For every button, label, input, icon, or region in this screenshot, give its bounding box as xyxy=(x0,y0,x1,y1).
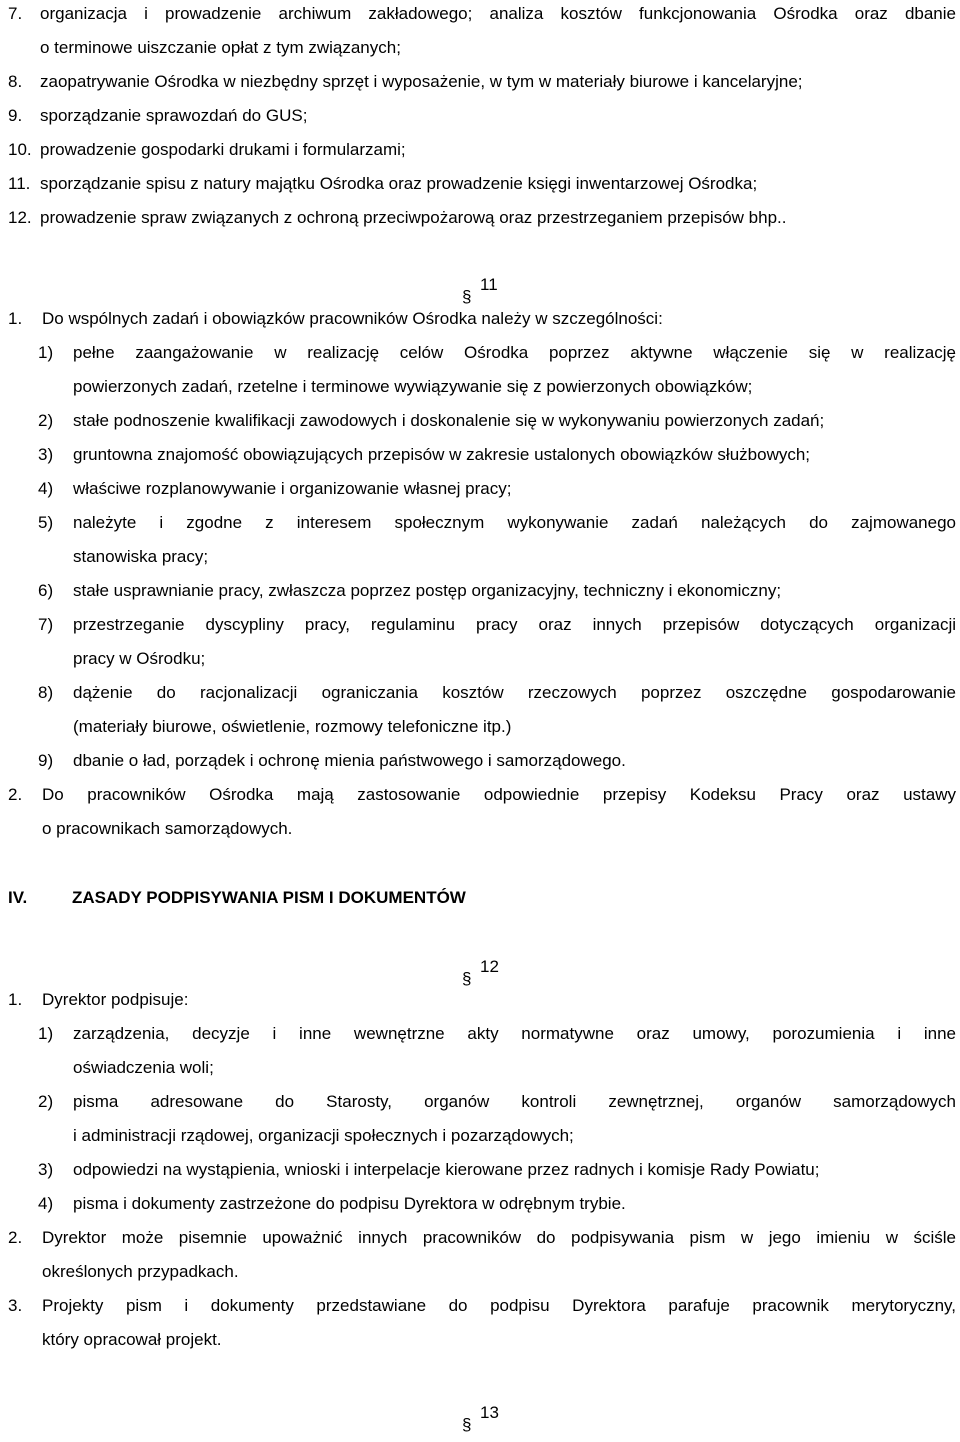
list-text: Projekty pism i dokumenty przedstawiane do podpisu Dyrektora parafuje pracownik merytoryczny, xyxy=(42,1296,956,1315)
list-text: Do pracowników Ośrodka mają zastosowanie odpowiednie przepisy Kodeksu Pracy oraz ustawy xyxy=(42,785,956,804)
sub-number: 6) xyxy=(38,581,54,600)
list-item xyxy=(0,133,960,167)
list-number: 7. xyxy=(8,4,23,23)
sub-number: 2) xyxy=(38,1092,54,1111)
sub-item-continuation xyxy=(0,710,960,744)
sub-item-continuation xyxy=(0,642,960,676)
list-text: prowadzenie gospodarki drukami i formularzami; xyxy=(40,140,406,159)
list-text: określonych przypadkach. xyxy=(42,1262,239,1281)
sub-item xyxy=(0,574,960,608)
list-number: 11. xyxy=(8,174,31,193)
sub-number: 8) xyxy=(38,683,54,702)
list-text: prowadzenie spraw związanych z ochroną przeciwpożarową oraz przestrzeganiem przepisów bhp.. xyxy=(40,208,787,227)
sub-text: stanowiska pracy; xyxy=(73,547,209,566)
sub-text: powierzonych zadań, rzetelne i terminowe wywiązywanie się z powierzonych obowiązków; xyxy=(73,377,753,396)
list-item-continuation xyxy=(0,812,960,846)
list-item xyxy=(0,99,960,133)
sub-item xyxy=(0,404,960,438)
list-number: 9. xyxy=(8,106,23,125)
list-text: o pracownikach samorządowych. xyxy=(42,819,293,838)
sub-text: stałe usprawnianie pracy, zwłaszcza poprzez postęp organizacyjny, techniczny i ekonomiczny; xyxy=(73,581,782,600)
sub-text: dążenie do racjonalizacji ograniczania kosztów rzeczowych poprzez oszczędne gospodarowanie xyxy=(73,683,956,702)
section-title: ZASADY PODPISYWANIA PISM I DOKUMENTÓW xyxy=(72,888,466,907)
sub-text: odpowiedzi na wystąpienia, wnioski i interpelacje kierowane przez radnych i komisje Rady Powiatu; xyxy=(73,1160,820,1179)
section-12 xyxy=(0,983,960,1357)
sub-text: właściwe rozplanowywanie i organizowanie własnej pracy; xyxy=(73,479,512,498)
sub-item xyxy=(0,1017,960,1051)
list-number: 12. xyxy=(8,208,32,227)
list-item xyxy=(0,65,960,99)
list-text: organizacja i prowadzenie archiwum zakładowego; analiza kosztów funkcjonowania Ośrodka oraz dbanie xyxy=(40,4,956,23)
list-item xyxy=(0,778,960,812)
sub-item xyxy=(0,1153,960,1187)
list-item xyxy=(0,302,960,336)
list-number: 3. xyxy=(8,1296,23,1315)
section-sign: § xyxy=(462,287,472,306)
sub-text: pisma adresowane do Starosty, organów kontroli zewnętrznej, organów samorządowych xyxy=(73,1092,956,1111)
sub-text: pisma i dokumenty zastrzeżone do podpisu Dyrektora w odrębnym trybie. xyxy=(73,1194,626,1213)
section-roman-numeral: IV. xyxy=(8,888,28,907)
sub-text: przestrzeganie dyscypliny pracy, regulaminu pracy oraz innych przepisów dotyczących organizacji xyxy=(73,615,956,634)
sub-text: pracy w Ośrodku; xyxy=(73,649,206,668)
sub-number: 1) xyxy=(38,343,54,362)
sub-text: pełne zaangażowanie w realizację celów Ośrodka poprzez aktywne włączenie się w realizację xyxy=(73,343,956,362)
list-item-continuation xyxy=(0,1323,960,1357)
list-item-continuation xyxy=(0,1255,960,1289)
sub-text: gruntowna znajomość obowiązujących przepisów w zakresie ustalonych obowiązków służbowych; xyxy=(73,445,811,464)
list-text: o terminowe uiszczanie opłat z tym związanych; xyxy=(40,38,401,57)
sub-text: zarządzenia, decyzje i inne wewnętrzne akty normatywne oraz umowy, porozumienia i inne xyxy=(73,1024,956,1043)
section-sign: § xyxy=(462,969,472,988)
list-item xyxy=(0,167,960,201)
list-number: 2. xyxy=(8,785,23,804)
list-text: Do wspólnych zadań i obowiązków pracowników Ośrodka należy w szczególności: xyxy=(42,309,663,328)
sub-number: 4) xyxy=(38,1194,54,1213)
list-number: 10. xyxy=(8,140,32,159)
sub-item xyxy=(0,438,960,472)
sub-item-continuation xyxy=(0,370,960,404)
sub-number: 3) xyxy=(38,445,54,464)
sub-number: 4) xyxy=(38,479,54,498)
list-number: 8. xyxy=(8,72,23,91)
sub-item xyxy=(0,472,960,506)
sub-item xyxy=(0,1187,960,1221)
list-text: Dyrektor podpisuje: xyxy=(42,990,189,1009)
list-number: 1. xyxy=(8,990,23,1009)
paragraph-number: 12 xyxy=(480,957,499,976)
list-text: zaopatrywanie Ośrodka w niezbędny sprzęt i wyposażenie, w tym w materiały biurowe i kancelaryjne; xyxy=(40,72,803,91)
list-item xyxy=(0,0,960,31)
sub-item-continuation xyxy=(0,1119,960,1153)
paragraph-number: 13 xyxy=(480,1403,499,1422)
sub-item xyxy=(0,676,960,710)
sub-number: 3) xyxy=(38,1160,54,1179)
sub-text: stałe podnoszenie kwalifikacji zawodowych i doskonalenie się w wykonywaniu powierzonych zadań; xyxy=(73,411,825,430)
list-text: który opracował projekt. xyxy=(42,1330,222,1349)
list-item xyxy=(0,1221,960,1255)
sub-text: oświadczenia woli; xyxy=(73,1058,214,1077)
sub-text: i administracji rządowej, organizacji społecznych i pozarządowych; xyxy=(73,1126,574,1145)
paragraph-number: 11 xyxy=(480,275,498,294)
section-sign: § xyxy=(462,1415,472,1434)
top-list xyxy=(0,0,960,235)
sub-text: należyte i zgodne z interesem społecznym wykonywanie zadań należących do zajmowanego xyxy=(73,513,956,532)
sub-number: 2) xyxy=(38,411,54,430)
list-number: 2. xyxy=(8,1228,23,1247)
list-item-continuation xyxy=(0,31,960,65)
sub-text: dbanie o ład, porządek i ochronę mienia państwowego i samorządowego. xyxy=(73,751,626,770)
sub-number: 1) xyxy=(38,1024,54,1043)
sub-item-continuation xyxy=(0,540,960,574)
sub-number: 5) xyxy=(38,513,54,532)
sub-text: (materiały biurowe, oświetlenie, rozmowy telefoniczne itp.) xyxy=(73,717,512,736)
sub-item xyxy=(0,1085,960,1119)
sub-item xyxy=(0,608,960,642)
sub-item xyxy=(0,744,960,778)
list-text: sporządzanie spisu z natury majątku Ośrodka oraz prowadzenie księgi inwentarzowej Ośrodka; xyxy=(40,174,758,193)
list-item xyxy=(0,201,960,235)
list-text: sporządzanie sprawozdań do GUS; xyxy=(40,106,308,125)
sub-number: 9) xyxy=(38,751,54,770)
sub-item xyxy=(0,336,960,370)
section-11 xyxy=(0,302,960,846)
sub-item-continuation xyxy=(0,1051,960,1085)
list-number: 1. xyxy=(8,309,23,328)
sub-item xyxy=(0,506,960,540)
sub-number: 7) xyxy=(38,615,54,634)
list-text: Dyrektor może pisemnie upoważnić innych pracowników do podpisywania pism w jego imieniu w ściśle xyxy=(42,1228,956,1247)
list-item xyxy=(0,1289,960,1323)
list-item xyxy=(0,983,960,1017)
